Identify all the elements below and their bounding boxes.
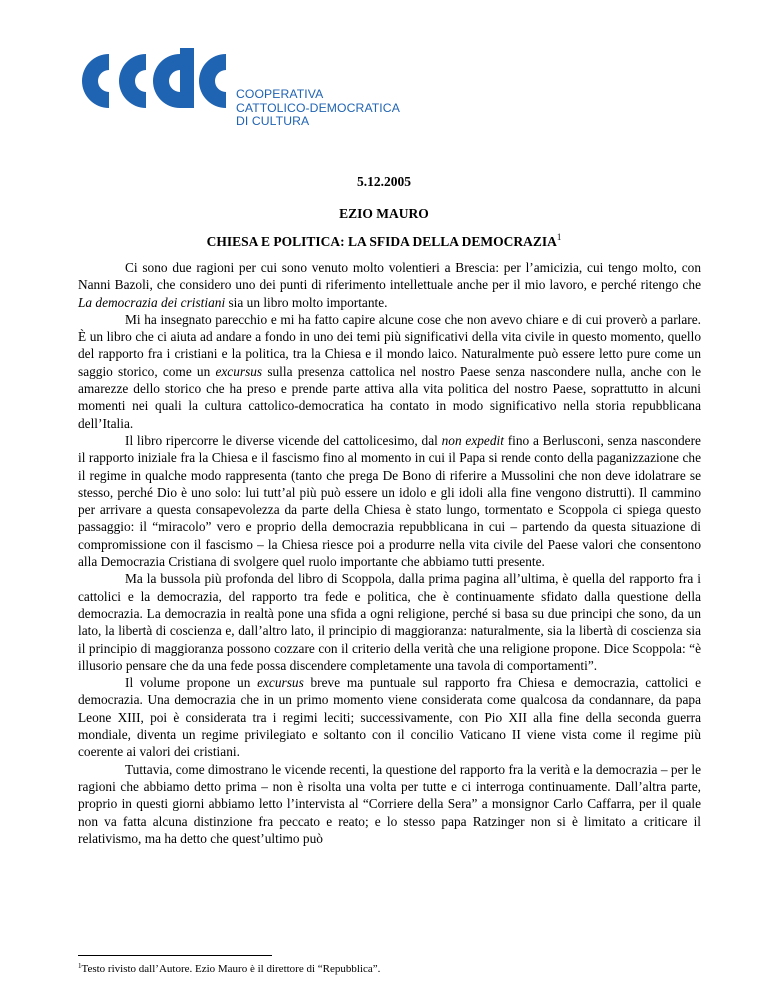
excursus-term: excursus [215, 363, 263, 379]
article-body [78, 259, 701, 847]
footnote [78, 962, 380, 975]
org-line-3: DI CULTURA [236, 114, 310, 129]
footnote-number: 1 [78, 962, 82, 970]
book-title: La democrazia dei cristiani [78, 294, 226, 310]
excursus-term-2: excursus [257, 675, 304, 691]
paragraph-3: Il libro ripercorre le diverse vicende del cattolicesimo, dal non expedit fino a Berlusconi, senza nascondere il rapporto iniziale fra la Chiesa e il fascismo fino al momento in cui il Papa si rende conto della paganizzazione che il regime in qualche modo rappresenta (tanto che prega De Bono di riferire a Mussolini che non deve idolatrare se stesso, perché Dio è uno solo: lui tutt’al più può essere un idolo e gli idoli alla fine vengono distrutti). Il cammino per arrivare a questa consapevolezza da parte della Chiesa è stato lungo, tormentato e Scoppola ci spiega questo passaggio: il “miracolo” vero e proprio della democrazia repubblicana in cui – partendo da questa situazione di compromissione con il fascismo – la Chiesa riesce poi a produrre nella vita civile del Paese valori che consentono alla Democrazia Cristiana di svolgere quel ruolo importante che abbiamo tutti presente. [78, 432, 701, 570]
document-date: 5.12.2005 [357, 174, 411, 189]
paragraph-5: Il volume propone un excursus breve ma puntuale sul rapporto fra Chiesa e democrazia, cattolici e democrazia. Una democrazia che in un primo momento viene considerata come qualcosa da condannare, da papa Leone XIII, poi è considerata tra i regimi leciti; successivamente, con Pio XII alla fine della seconda guerra mondiale, diventa un regime privilegiato e soltanto con il concilio Vaticano II viene vista come il regime più coerente ai valori dei cristiani. [78, 675, 701, 760]
paragraph-4: Ma la bussola più profonda del libro di Scoppola, dalla prima pagina all’ultima, è quella del rapporto fra i cattolici e la democrazia, del rapporto tra fede e politica, che è continuamente sfidato dalla questione della democrazia. La democrazia in realtà pone una sfida a ogni religione, perché si basa su due principi che sono, da un lato, la libertà di coscienza e, dall’altro lato, il principio di maggioranza: naturalmente, sia la libertà di coscienza sia il principio di maggioranza possono cozzare con il criterio della verità che una religione propone. Dice Scoppola: “è illusorio pensare che da una fede possa discendere completamente una tavola di comportamenti”. [78, 571, 701, 673]
footnote-marker: 1 [556, 232, 562, 242]
paragraph-1: Ci sono due ragioni per cui sono venuto molto volentieri a Brescia: per l’amicizia, cui tengo molto, con Nanni Bazoli, che considero uno dei punti di riferimento intellettuale anche per il mio lavoro, e perché ritengo che La democrazia dei cristiani sia un libro molto importante. [78, 260, 701, 310]
non-expedit-term: non expedit [441, 432, 504, 448]
document-author: EZIO MAURO [339, 206, 429, 221]
footnote-text: Testo rivisto dall’Autore. Ezio Mauro è il direttore di “Repubblica”. [81, 963, 381, 975]
document-title [0, 232, 768, 250]
ccdc-logo [78, 48, 228, 114]
title-text: CHIESA E POLITICA: LA SFIDA DELLA DEMOCRAZIA [206, 234, 557, 249]
footnote-separator [78, 955, 272, 956]
org-line-2: CATTOLICO-DEMOCRATICA [236, 100, 400, 115]
paragraph-2: Mi ha insegnato parecchio e mi ha fatto capire alcune cose che non avevo chiare e di cui proverò a parlare. È un libro che ci aiuta ad andare a fondo in uno dei temi più significativi della vita civile in questo momento, quello del rapporto fra i cristiani e la politica, tra la Chiesa e il mondo laico. Naturalmente può essere letto pure come un saggio storico, come un excursus sulla presenza cattolica nel nostro Paese senza nascondere nulla, anche con le amarezze dello storico che ha preso e prende parte attiva alla vita politica del nostro Paese, soprattutto in alcuni momenti nei quali la cultura cattolico-democratica ha contato in modo significativo nella storia repubblicana dell’Italia. [78, 311, 702, 431]
organization-name [236, 88, 400, 129]
org-line-1: COOPERATIVA [236, 87, 324, 101]
paragraph-6: Tuttavia, come dimostrano le vicende recenti, la questione del rapporto fra la verità e la democrazia – per le ragioni che abbiamo detto prima – non è risolta una volta per tutte e ci interroga continuamente. Dall’altra parte, proprio in questi giorni abbiamo letto l’intervista al “Corriere della Sera” a monsignor Carlo Caffarra, per il quale non va fatta alcuna distinzione fra peccato e reato; e lo stesso papa Ratzinger non si è limitato a criticare il relativismo, ma ha detto che quest’ultimo può [78, 761, 701, 846]
